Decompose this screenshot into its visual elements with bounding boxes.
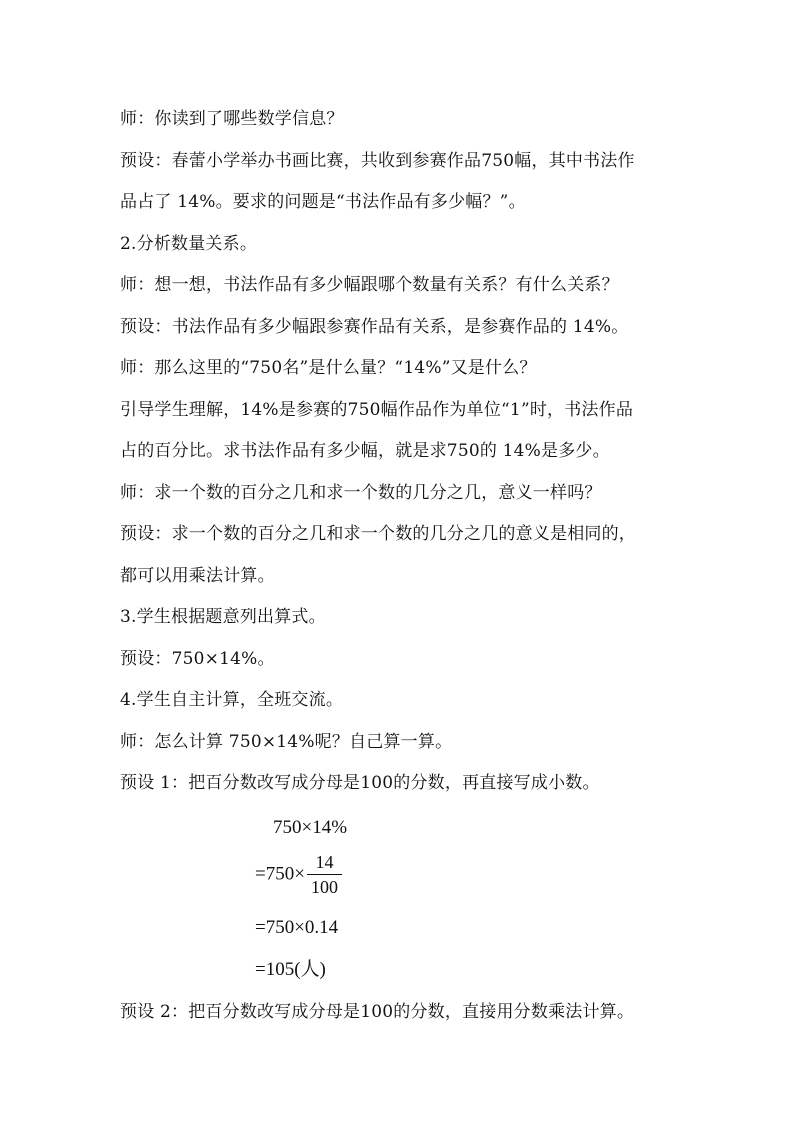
math-expression-line-2 xyxy=(255,851,342,898)
text-line-5: 师：想一想，书法作品有多少幅跟哪个数量有关系？有什么关系？ xyxy=(120,275,619,295)
fraction-denominator: 100 xyxy=(310,877,338,897)
fraction-bar xyxy=(307,874,342,875)
text-line-16: 师：怎么计算 750×14%呢？自己算一算。 xyxy=(120,732,453,752)
math-expression-line-4: =105(人) xyxy=(255,959,326,980)
section-heading-2: 2.分析数量关系。 xyxy=(120,234,258,254)
math-expression-line-1: 750×14% xyxy=(273,817,348,838)
text-line-last: 预设 2：把百分数改写成分母是100的分数，直接用分数乘法计算。 xyxy=(120,1002,635,1022)
text-line-6: 预设：书法作品有多少幅跟参赛作品有关系，是参赛作品的 14%。 xyxy=(120,317,629,337)
section-heading-4: 4.学生自主计算，全班交流。 xyxy=(120,690,344,710)
text-line-11: 预设：求一个数的百分之几和求一个数的几分之几的意义是相同的， xyxy=(120,524,636,544)
math-line2-prefix: =750× xyxy=(255,863,305,885)
text-line-1: 师：你读到了哪些数学信息？ xyxy=(120,109,344,129)
text-line-3: 品占了 14%。要求的问题是“书法作品有多少幅？”。 xyxy=(120,192,526,212)
text-line-12: 都可以用乘法计算。 xyxy=(120,566,275,586)
fraction xyxy=(307,851,342,898)
text-line-14: 预设：750×14%。 xyxy=(120,649,275,669)
text-line-10: 师：求一个数的百分之几和求一个数的几分之几，意义一样吗？ xyxy=(120,483,602,503)
text-line-17: 预设 1：把百分数改写成分母是100的分数，再直接写成小数。 xyxy=(120,773,600,793)
text-line-8: 引导学生理解，14%是参赛的750幅作品作为单位“1”时，书法作品 xyxy=(120,400,634,420)
text-line-9: 占的百分比。求书法作品有多少幅，就是求750的 14%是多少。 xyxy=(120,441,610,461)
fraction-numerator: 14 xyxy=(315,852,334,872)
text-line-7: 师：那么这里的“750名”是什么量？“14%”又是什么？ xyxy=(120,358,537,378)
math-expression-line-3: =750×0.14 xyxy=(255,917,339,938)
section-heading-3: 3.学生根据题意列出算式。 xyxy=(120,607,326,627)
text-line-2: 预设：春蕾小学举办书画比赛，共收到参赛作品750幅，其中书法作 xyxy=(120,151,635,171)
